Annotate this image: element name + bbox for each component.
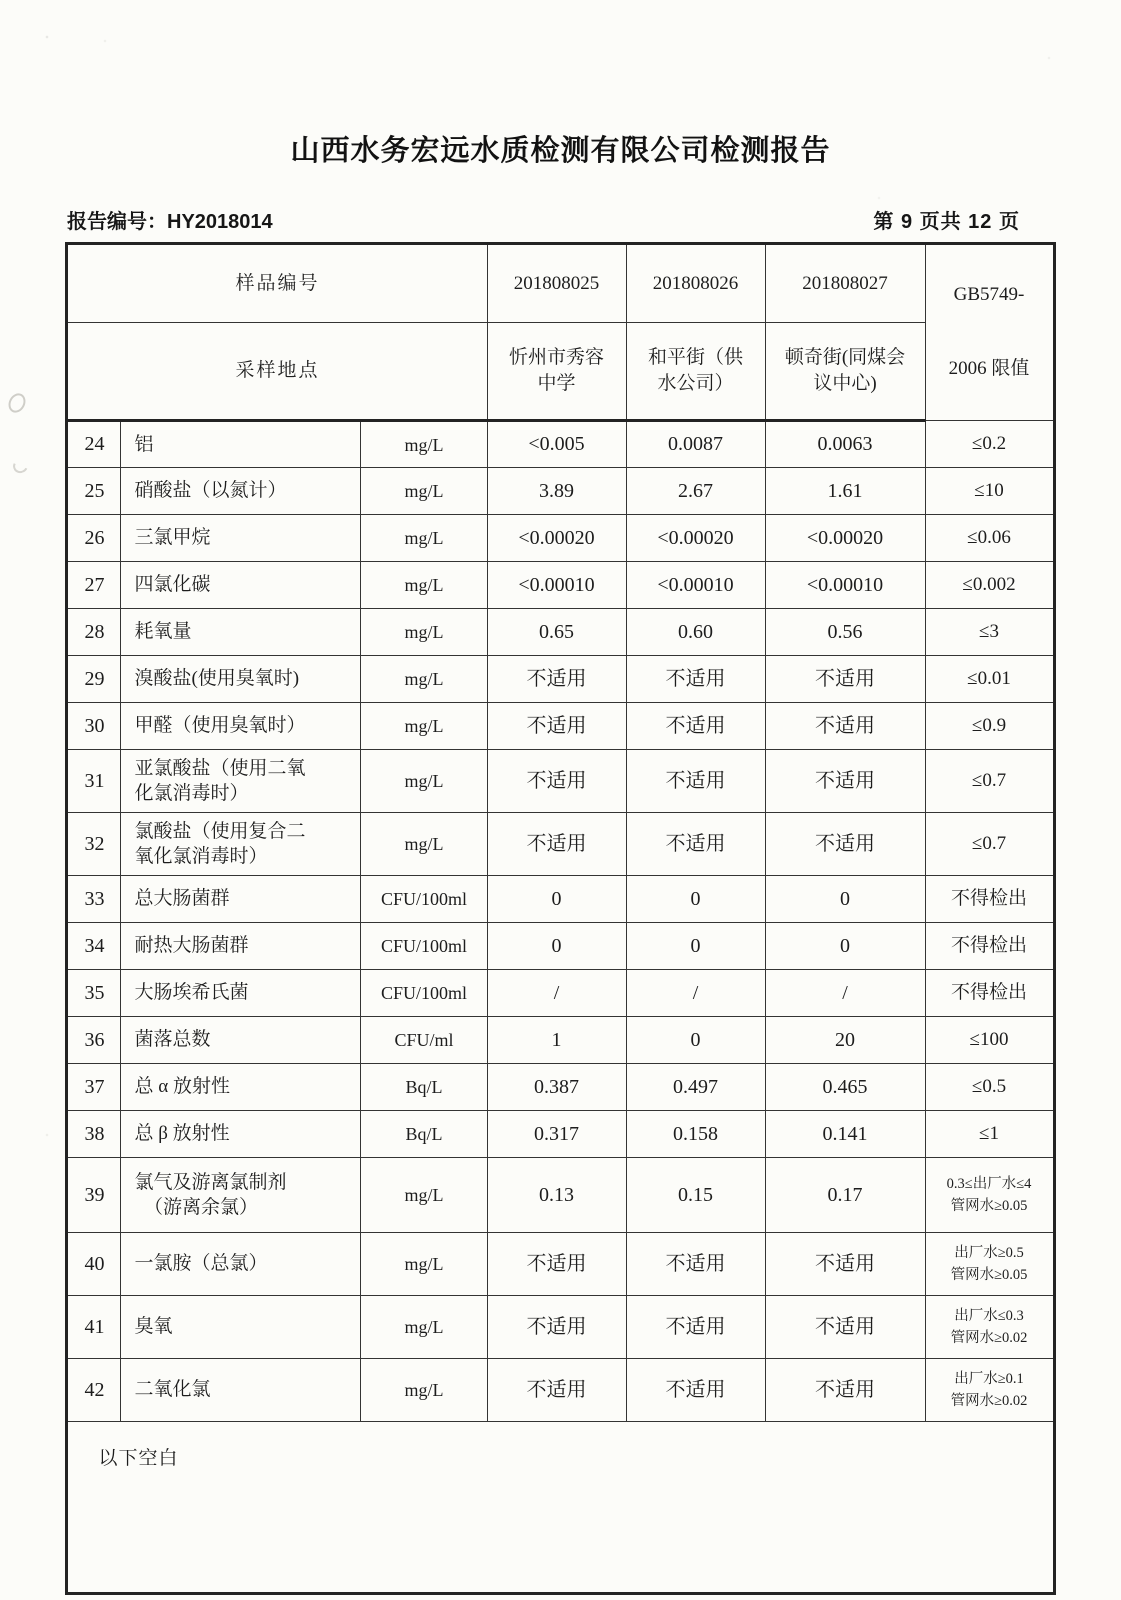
value-sample-3: 1.61 — [765, 468, 925, 515]
value-sample-2: 0.15 — [626, 1158, 765, 1233]
limit-value: ≤0.5 — [925, 1064, 1054, 1111]
table-row — [67, 468, 1054, 515]
value-sample-3: <0.00020 — [765, 515, 925, 562]
parameter-name: 大肠埃希氏菌 — [121, 970, 361, 1017]
value-sample-2: 不适用 — [626, 1296, 765, 1359]
unit: mg/L — [361, 1359, 487, 1422]
limit-value: ≤0.9 — [925, 703, 1054, 750]
value-sample-1: <0.005 — [487, 421, 626, 468]
value-sample-2: 0 — [626, 1017, 765, 1064]
row-number: 29 — [67, 656, 121, 703]
value-sample-3: <0.00010 — [765, 562, 925, 609]
table-row — [67, 609, 1054, 656]
value-sample-1: 0.387 — [487, 1064, 626, 1111]
location-2: 和平街（供 水公司） — [626, 322, 765, 421]
value-sample-3: 不适用 — [765, 703, 925, 750]
row-number: 28 — [67, 609, 121, 656]
value-sample-3: 不适用 — [765, 1359, 925, 1422]
limit-value: 0.3≤出厂水≤4 管网水≥0.05 — [925, 1158, 1054, 1233]
value-sample-1: 3.89 — [487, 468, 626, 515]
value-sample-1: 0.65 — [487, 609, 626, 656]
table-row — [67, 876, 1054, 923]
value-sample-1: <0.00020 — [487, 515, 626, 562]
report-table — [65, 242, 1055, 1595]
unit: mg/L — [361, 750, 487, 813]
unit: CFU/100ml — [361, 923, 487, 970]
value-sample-2: 0.0087 — [626, 421, 765, 468]
header-row-sample-id — [67, 244, 1054, 323]
row-number: 34 — [67, 923, 121, 970]
row-number: 25 — [67, 468, 121, 515]
value-sample-3: 不适用 — [765, 750, 925, 813]
value-sample-3: 不适用 — [765, 1296, 925, 1359]
value-sample-2: 0.60 — [626, 609, 765, 656]
limit-value: 不得检出 — [925, 970, 1054, 1017]
value-sample-3: 不适用 — [765, 1233, 925, 1296]
row-number: 27 — [67, 562, 121, 609]
row-number: 33 — [67, 876, 121, 923]
value-sample-1: 0.317 — [487, 1111, 626, 1158]
row-number: 32 — [67, 813, 121, 876]
value-sample-2: 不适用 — [626, 813, 765, 876]
value-sample-2: 不适用 — [626, 1359, 765, 1422]
row-number: 38 — [67, 1111, 121, 1158]
value-sample-1: 0 — [487, 923, 626, 970]
report-number: 报告编号：HY2018014 — [67, 211, 273, 233]
unit: mg/L — [361, 1296, 487, 1359]
value-sample-1: 0 — [487, 876, 626, 923]
value-sample-2: 不适用 — [626, 1233, 765, 1296]
value-sample-3: / — [765, 970, 925, 1017]
value-sample-1: 0.13 — [487, 1158, 626, 1233]
limit-value: 出厂水≥0.5 管网水≥0.05 — [925, 1233, 1054, 1296]
blank-section-row — [67, 1422, 1054, 1594]
location-3: 顿奇街(同煤会 议中心) — [765, 322, 925, 421]
value-sample-2: 0.497 — [626, 1064, 765, 1111]
value-sample-1: <0.00010 — [487, 562, 626, 609]
sample-id-label: 样品编号 — [67, 244, 487, 323]
value-sample-2: 0 — [626, 876, 765, 923]
table-row — [67, 421, 1054, 468]
parameter-name: 硝酸盐（以氮计） — [121, 468, 361, 515]
scan-smudge-icon — [11, 457, 30, 475]
row-number: 42 — [67, 1359, 121, 1422]
value-sample-3: 不适用 — [765, 656, 925, 703]
value-sample-3: 0.17 — [765, 1158, 925, 1233]
parameter-name: 臭氧 — [121, 1296, 361, 1359]
value-sample-1: 不适用 — [487, 1359, 626, 1422]
row-number: 31 — [67, 750, 121, 813]
location-1: 忻州市秀容 中学 — [487, 322, 626, 421]
parameter-name: 氯酸盐（使用复合二 氧化氯消毒时） — [121, 813, 361, 876]
parameter-name: 溴酸盐(使用臭氧时) — [121, 656, 361, 703]
value-sample-3: 0.0063 — [765, 421, 925, 468]
parameter-name: 总 β 放射性 — [121, 1111, 361, 1158]
table-row — [67, 1064, 1054, 1111]
value-sample-2: / — [626, 970, 765, 1017]
value-sample-1: 不适用 — [487, 1233, 626, 1296]
parameter-name: 总大肠菌群 — [121, 876, 361, 923]
value-sample-2: 0 — [626, 923, 765, 970]
table-header — [67, 244, 1054, 421]
value-sample-3: 0 — [765, 876, 925, 923]
scan-smudge-icon — [5, 390, 29, 415]
report-meta — [67, 205, 1054, 234]
value-sample-2: 不适用 — [626, 703, 765, 750]
page-title: 山西水务宏远水质检测有限公司检测报告 — [290, 135, 831, 167]
row-number: 36 — [67, 1017, 121, 1064]
parameter-name: 甲醛（使用臭氧时） — [121, 703, 361, 750]
parameter-name: 四氯化碳 — [121, 562, 361, 609]
unit: mg/L — [361, 1158, 487, 1233]
table-row — [67, 1296, 1054, 1359]
table-row — [67, 703, 1054, 750]
table-row — [67, 1359, 1054, 1422]
scan-specks — [0, 0, 2, 2]
parameter-name: 二氧化氯 — [121, 1359, 361, 1422]
row-number: 40 — [67, 1233, 121, 1296]
value-sample-3: 20 — [765, 1017, 925, 1064]
unit: mg/L — [361, 515, 487, 562]
table-row — [67, 750, 1054, 813]
unit: mg/L — [361, 421, 487, 468]
row-number: 24 — [67, 421, 121, 468]
unit: mg/L — [361, 609, 487, 656]
unit: CFU/100ml — [361, 970, 487, 1017]
value-sample-1: 不适用 — [487, 750, 626, 813]
row-number: 39 — [67, 1158, 121, 1233]
limit-value: ≤0.06 — [925, 515, 1054, 562]
value-sample-2: <0.00020 — [626, 515, 765, 562]
unit: mg/L — [361, 468, 487, 515]
limit-standard-line2: 2006 限值 — [948, 358, 1030, 379]
table-row — [67, 1111, 1054, 1158]
sample-id-3: 201808027 — [765, 244, 925, 323]
table-row — [67, 562, 1054, 609]
table-footer — [67, 1422, 1054, 1594]
value-sample-1: 不适用 — [487, 813, 626, 876]
limit-value: ≤1 — [925, 1111, 1054, 1158]
unit: mg/L — [361, 813, 487, 876]
unit: mg/L — [361, 562, 487, 609]
limit-value: ≤0.2 — [925, 421, 1054, 468]
limit-standard-text — [930, 274, 1049, 392]
table-row — [67, 1017, 1054, 1064]
page-indicator: 第 9 页共 12 页 — [873, 211, 1020, 233]
parameter-name: 亚氯酸盐（使用二氧 化氯消毒时） — [121, 750, 361, 813]
parameter-name: 氯气及游离氯制剂 （游离余氯） — [121, 1158, 361, 1233]
parameter-name: 总 α 放射性 — [121, 1064, 361, 1111]
table-row — [67, 656, 1054, 703]
unit: Bq/L — [361, 1111, 487, 1158]
unit: mg/L — [361, 703, 487, 750]
value-sample-2: 不适用 — [626, 656, 765, 703]
value-sample-1: 不适用 — [487, 703, 626, 750]
table-row — [67, 923, 1054, 970]
table-row — [67, 1158, 1054, 1233]
table-row — [67, 1233, 1054, 1296]
unit: CFU/100ml — [361, 876, 487, 923]
limit-standard-line1: GB5749- — [953, 283, 1025, 305]
row-number: 35 — [67, 970, 121, 1017]
value-sample-2: 不适用 — [626, 750, 765, 813]
table-row — [67, 813, 1054, 876]
value-sample-3: 0.465 — [765, 1064, 925, 1111]
row-number: 41 — [67, 1296, 121, 1359]
table-row — [67, 970, 1054, 1017]
limit-value: ≤10 — [925, 468, 1054, 515]
limit-value: ≤3 — [925, 609, 1054, 656]
value-sample-1: 不适用 — [487, 1296, 626, 1359]
limit-value: ≤0.7 — [925, 813, 1054, 876]
unit: Bq/L — [361, 1064, 487, 1111]
row-number: 30 — [67, 703, 121, 750]
limit-value: ≤100 — [925, 1017, 1054, 1064]
row-number: 37 — [67, 1064, 121, 1111]
limit-value: 出厂水≤0.3 管网水≥0.02 — [925, 1296, 1054, 1359]
value-sample-2: 0.158 — [626, 1111, 765, 1158]
sample-id-2: 201808026 — [626, 244, 765, 323]
row-number: 26 — [67, 515, 121, 562]
value-sample-3: 0.56 — [765, 609, 925, 656]
value-sample-3: 0.141 — [765, 1111, 925, 1158]
unit: CFU/ml — [361, 1017, 487, 1064]
value-sample-2: <0.00010 — [626, 562, 765, 609]
parameter-name: 铝 — [121, 421, 361, 468]
limit-value: 出厂水≥0.1 管网水≥0.02 — [925, 1359, 1054, 1422]
parameter-name: 三氯甲烷 — [121, 515, 361, 562]
unit: mg/L — [361, 656, 487, 703]
limit-value: ≤0.01 — [925, 656, 1054, 703]
limit-standard-header — [925, 244, 1054, 421]
sample-id-1: 201808025 — [487, 244, 626, 323]
value-sample-3: 0 — [765, 923, 925, 970]
limit-value: 不得检出 — [925, 923, 1054, 970]
parameter-name: 耐热大肠菌群 — [121, 923, 361, 970]
table-row — [67, 515, 1054, 562]
table-body — [67, 421, 1054, 1422]
value-sample-3: 不适用 — [765, 813, 925, 876]
value-sample-2: 2.67 — [626, 468, 765, 515]
unit: mg/L — [361, 1233, 487, 1296]
location-label: 采样地点 — [67, 322, 487, 421]
limit-value: ≤0.7 — [925, 750, 1054, 813]
parameter-name: 菌落总数 — [121, 1017, 361, 1064]
value-sample-1: 1 — [487, 1017, 626, 1064]
header-row-location — [67, 322, 1054, 421]
blank-note: 以下空白 — [67, 1422, 1054, 1594]
parameter-name: 耗氧量 — [121, 609, 361, 656]
parameter-name: 一氯胺（总氯） — [121, 1233, 361, 1296]
limit-value: 不得检出 — [925, 876, 1054, 923]
value-sample-1: / — [487, 970, 626, 1017]
limit-value: ≤0.002 — [925, 562, 1054, 609]
value-sample-1: 不适用 — [487, 656, 626, 703]
